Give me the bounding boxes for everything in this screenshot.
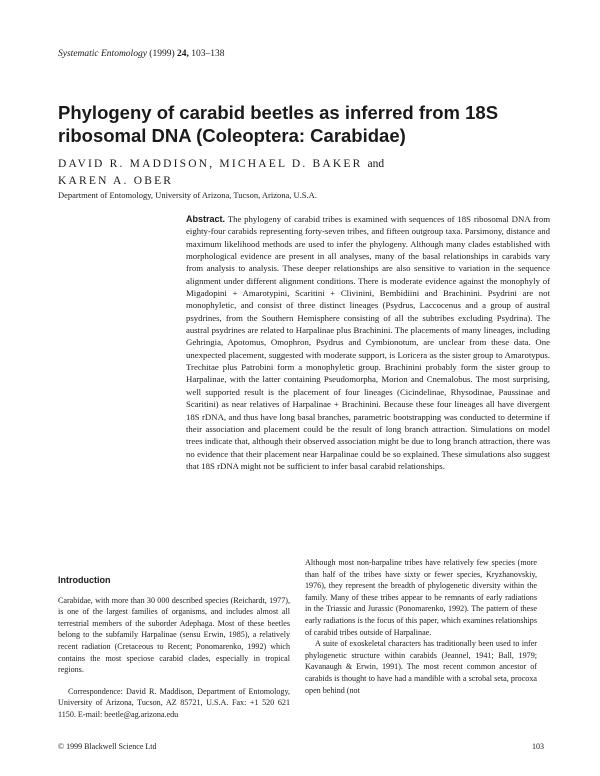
journal-year: (1999) [149,49,175,59]
abstract-text: The phylogeny of carabid tribes is examined with sequences of 18S ribosomal DNA from eighty-four carabids representing forty-seven tribes, and fifteen outgroup taxa. Parsimony, distance and maximum likelihood methods are used to infer the phylogeny. Although many clades established with morphological evidence are present in all analyses, many of the basal relationships in carabids vary from analysis to analysis. These deeper relationships are also sensitive to variation in the sequence alignment under different alignment conditions. There is moderate evidence against the monophyly of Migadopini + Amarotypini, Scaritini + Clivinini, Bembidiini and Brachinini. Psydrini are not monophyletic, and consist of three distinct lineages (Psydrus, Laccocenus and a group of austral psydrines, from the Southern Hemisphere consisting of all the subtribes excluding Psydrina). The austral psydrines are related to Harpalinae plus Brachinini. The placements of many lineages, including Gehringia, Apotomus, Omophron, Psydrus and Cymbionotum, are unclear from these data. One unexpected placement, suggested with moderate support, is Loricera as the sister group to Amarotypus. Trechitae plus Patrobini form a monophyletic group. Brachinini probably form the sister group to Harpalinae, with the latter containing Pseudomorpha, Morion and Cnemalobus. The most surprising, well supported result is the placement of four lineages (Cicindelinae, Rhysodinae, Paussinae and Scaritini) as near relatives of Harpalinae + Brachinini. Because these four lineages all have divergent 18S rDNA, and thus have long basal branches, parametric bootstrapping was conducted to determine if their association and placement could be the result of long branch attraction. Simulations on model trees indicate that, although their observed association might be due to long branch attraction, there was no evidence that their placement near Harpalinae could be so explained. These simulations also suggest that 18S rDNA might not be sufficient to infer basal carabid relationships. [186,214,551,471]
left-column [58,575,290,721]
abstract-block [186,213,550,472]
author-affiliation: Department of Entomology, University of Arizona, Tucson, Arizona, U.S.A. [58,190,317,200]
author-list [58,156,558,190]
intro-paragraph-1: Carabidae, with more than 30 000 described species (Reichardt, 1977), is one of the largest families of organisms, and includes almost all terrestrial members of the suborder Adephaga. Most of these beetles belong to the subfamily Harpalinae (sensu Erwin, 1985), a relatively recent radiation (Cretaceous to Recent; Ponomarenko, 1992) which contains the most speciose carabid clades, especially in tropical regions. [58,595,290,675]
section-heading-introduction: Introduction [58,575,111,585]
authors-and: and [367,158,385,170]
copyright-footer: © 1999 Blackwell Science Ltd [58,742,157,751]
paper-title: Phylogeny of carabid beetles as inferred from 18S ribosomal DNA (Coleoptera: Carabidae) [58,102,499,146]
intro-paragraph-2: Although most non-harpaline tribes have relatively few species (more than half of the tribes have sixty or fewer species, Kryzhanovskiy, 1976), they represent the breadth of phylogenetic diversity within the family. Many of these tribes appear to be remnants of early radiations in the Triassic and Jurassic (Ponomarenko, 1992). The pattern of these early radiations is the focus of this paper, which examines relationships of carabid tribes outside of Harpalinae. [305,558,537,637]
abstract-label: Abstract. [186,214,226,224]
correspondence-note: Correspondence: David R. Maddison, Department of Entomology, University of Arizona, Tucson, AZ 85721, U.S.A. Fax: +1 520 621 1150. E-mail: beetle@ag.arizona.edu [58,686,290,719]
page-number: 103 [532,742,544,751]
intro-paragraph-3: A suite of exoskeletal characters has traditionally been used to infer phylogenetic structure within carabids (Jeannel, 1941; Ball, 1979; Kavanaugh & Erwin, 1991). The most recent common ancestor of carabids is thought to have had a mandible with a scrobal seta, procoxa open behind (not [305,639,537,695]
journal-pages: 103–138 [191,49,225,59]
journal-volume: 24, [177,49,189,59]
journal-citation [58,49,225,59]
authors-line-2: KAREN A. OBER [58,175,174,187]
right-column [305,557,537,696]
journal-name: Systematic Entomology [58,49,147,59]
authors-line-1: DAVID R. MADDISON, MICHAEL D. BAKER [58,158,363,170]
